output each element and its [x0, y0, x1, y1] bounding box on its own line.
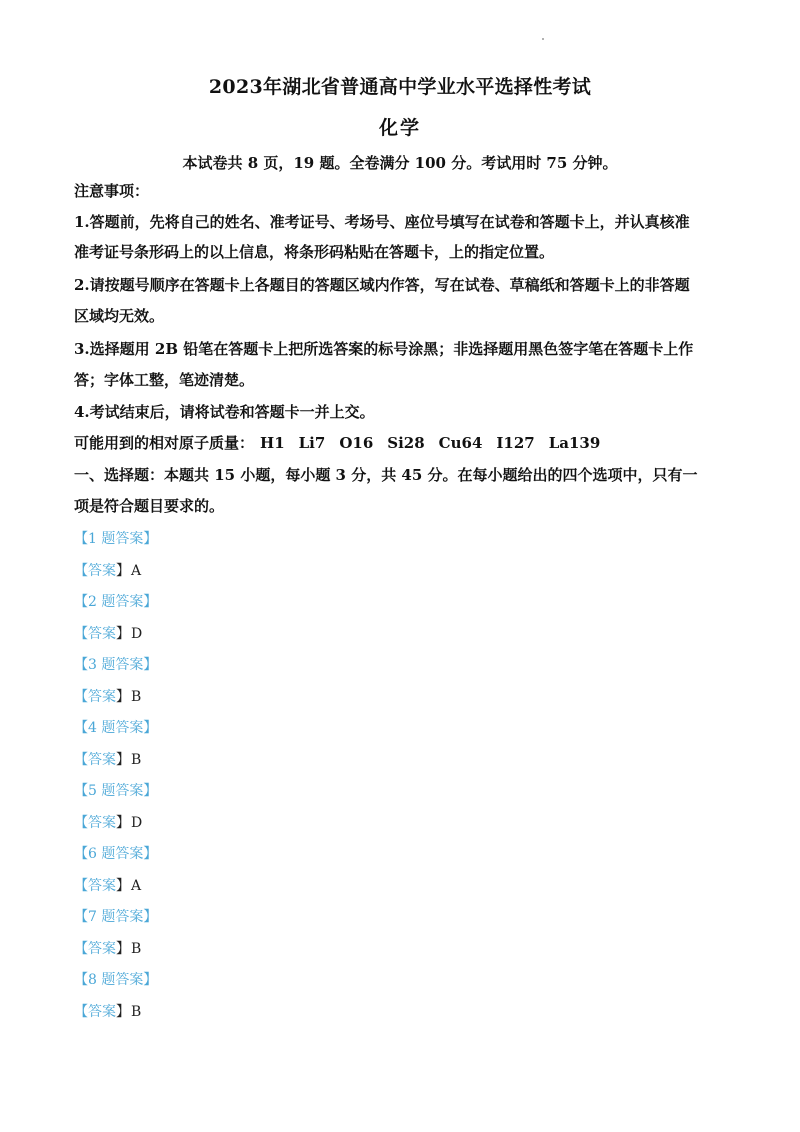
- question-5-label: 【5 题答案】: [74, 783, 158, 799]
- answer-1: 【答案】A: [74, 563, 142, 579]
- answer-7: 【答案】B: [74, 941, 142, 957]
- question-3-label: 【3 题答案】: [74, 657, 158, 673]
- notice-item-1-line-2: 准考证号条形码上的以上信息，将条形码粘贴在答题卡，上的指定位置。: [74, 243, 555, 261]
- atomic-mass-item: O16: [339, 434, 374, 452]
- answer-5: 【答案】D: [74, 815, 143, 831]
- notice-item-2-line-2: 区域均无效。: [74, 307, 165, 325]
- answer-6: 【答案】A: [74, 878, 142, 894]
- atomic-mass-label: 可能用到的相对原子质量：: [74, 434, 255, 452]
- section-heading-line-2: 项是符合题目要求的。: [74, 497, 225, 515]
- exam-info: 本试卷共 8 页，19 题。全卷满分 100 分。考试用时 75 分钟。: [182, 154, 618, 172]
- notice-item-3-line-2: 答；字体工整，笔迹清楚。: [74, 371, 255, 389]
- answer-value: B: [131, 1004, 142, 1020]
- notice-heading: 注意事项：: [74, 182, 150, 200]
- answer-4: 【答案】B: [74, 752, 142, 768]
- answer-2: 【答案】D: [74, 626, 143, 642]
- answer-8: 【答案】B: [74, 1004, 142, 1020]
- answer-value: A: [131, 563, 142, 579]
- answer-value: B: [131, 689, 142, 705]
- exam-title: 2023年湖北省普通高中学业水平选择性考试: [208, 76, 592, 98]
- atomic-mass-item: I127: [496, 434, 535, 452]
- answer-value: A: [131, 878, 142, 894]
- question-8-label: 【8 题答案】: [74, 972, 158, 988]
- answer-value: D: [131, 626, 143, 642]
- atomic-mass-item: Li7: [298, 434, 326, 452]
- subject-title: 化学: [378, 117, 421, 139]
- atomic-mass-line: [74, 429, 734, 458]
- scan-speck: [542, 38, 544, 40]
- question-1-label: 【1 题答案】: [74, 531, 158, 547]
- notice-item-3-line-1: 3.选择题用 2B 铅笔在答题卡上把所选答案的标号涂黑；非选择题用黑色签字笔在答题卡上作: [74, 340, 694, 358]
- question-7-label: 【7 题答案】: [74, 909, 158, 925]
- notice-item-4: 4.考试结束后，请将试卷和答题卡一并上交。: [74, 403, 375, 421]
- question-6-label: 【6 题答案】: [74, 846, 158, 862]
- atomic-mass-item: La139: [548, 434, 601, 452]
- section-heading-line-1: 一、选择题：本题共 15 小题，每小题 3 分，共 45 分。在每小题给出的四个选项中，只有一: [74, 466, 698, 484]
- answer-value: B: [131, 752, 142, 768]
- answer-value: D: [131, 815, 143, 831]
- atomic-mass-item: H1: [260, 434, 285, 452]
- atomic-mass-item: Cu64: [438, 434, 483, 452]
- answer-value: B: [131, 941, 142, 957]
- notice-item-1-line-1: 1.答题前，先将自己的姓名、准考证号、考场号、座位号填写在试卷和答题卡上，并认真核准: [74, 213, 690, 231]
- atomic-mass-item: Si28: [387, 434, 425, 452]
- question-2-label: 【2 题答案】: [74, 594, 158, 610]
- question-4-label: 【4 题答案】: [74, 720, 158, 736]
- notice-item-2-line-1: 2.请按题号顺序在答题卡上各题目的答题区域内作答，写在试卷、草稿纸和答题卡上的非答题: [74, 276, 690, 294]
- answer-3: 【答案】B: [74, 689, 142, 705]
